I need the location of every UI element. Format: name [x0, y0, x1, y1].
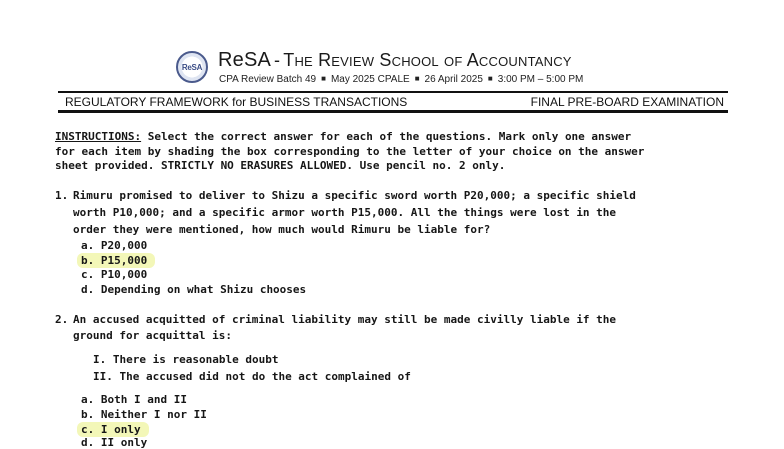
- resa-logo: [176, 51, 208, 83]
- choice-item[interactable]: c. P10,000: [81, 268, 148, 281]
- school-title: [218, 49, 572, 72]
- subject-title: REGULATORY FRAMEWORK for BUSINESS TRANSACTIONS: [65, 95, 408, 109]
- time-text: 3:00 PM – 5:00 PM: [497, 74, 584, 85]
- separator-dot: ■: [487, 74, 493, 83]
- exam-details: [219, 74, 583, 85]
- answer-highlight: c. I only: [77, 422, 149, 437]
- choice-item-highlighted[interactable]: [81, 423, 149, 436]
- brand-name: ReSA: [218, 49, 272, 71]
- separator-dot: ■: [414, 74, 420, 83]
- choice-item[interactable]: b. Neither I nor II: [81, 408, 207, 421]
- title-dash: -: [274, 50, 281, 70]
- date-text: 26 April 2025: [424, 74, 483, 85]
- header-rule-top: [58, 91, 728, 93]
- logo-text: ReSA: [181, 62, 203, 72]
- statement-i: I. There is reasonable doubt: [93, 353, 279, 366]
- question-1-line-2: worth P10,000; and a specific armor worth P15,000. All the things were lost in the: [73, 206, 617, 219]
- instructions-line-3: sheet provided. STRICTLY NO ERASURES ALLOWED. Use pencil no. 2 only.: [55, 159, 506, 172]
- instructions-line-2: for each item by shading the box corresponding to the letter of your choice on the answer: [55, 145, 645, 158]
- school-name: The Review School of Accountancy: [283, 50, 572, 70]
- choice-item[interactable]: d. II only: [81, 436, 148, 449]
- question-2-line-2: ground for acquittal is:: [73, 329, 232, 342]
- question-1-line-1: Rimuru promised to deliver to Shizu a specific sword worth P20,000; a specific shield: [73, 189, 636, 202]
- header-rule-bottom: [58, 110, 728, 113]
- instructions-label: INSTRUCTIONS:: [55, 130, 142, 143]
- exam-period-text: May 2025 CPALE: [330, 74, 410, 85]
- separator-dot: ■: [321, 74, 326, 83]
- exam-header: [0, 0, 784, 109]
- question-2-line-1: An accused acquitted of criminal liability may still be made civilly liable if the: [73, 313, 617, 326]
- batch-text: CPA Review Batch 49: [219, 74, 317, 85]
- answer-highlight: b. P15,000: [77, 253, 155, 268]
- question-number: 1.: [55, 189, 69, 202]
- choice-item-highlighted[interactable]: [81, 254, 155, 267]
- choice-item[interactable]: a. P20,000: [81, 239, 148, 252]
- instructions-line-1: INSTRUCTIONS: Select the correct answer for each of the questions. Mark only one answer: [55, 130, 632, 143]
- choice-item[interactable]: d. Depending on what Shizu chooses: [81, 283, 307, 296]
- question-number: 2.: [55, 313, 69, 326]
- choice-item[interactable]: a. Both I and II: [81, 393, 187, 406]
- exam-title: FINAL PRE-BOARD EXAMINATION: [530, 95, 724, 109]
- question-1-line-3: order they were mentioned, how much would Rimuru be liable for?: [73, 223, 491, 236]
- statement-ii: II. The accused did not do the act complained of: [93, 370, 411, 383]
